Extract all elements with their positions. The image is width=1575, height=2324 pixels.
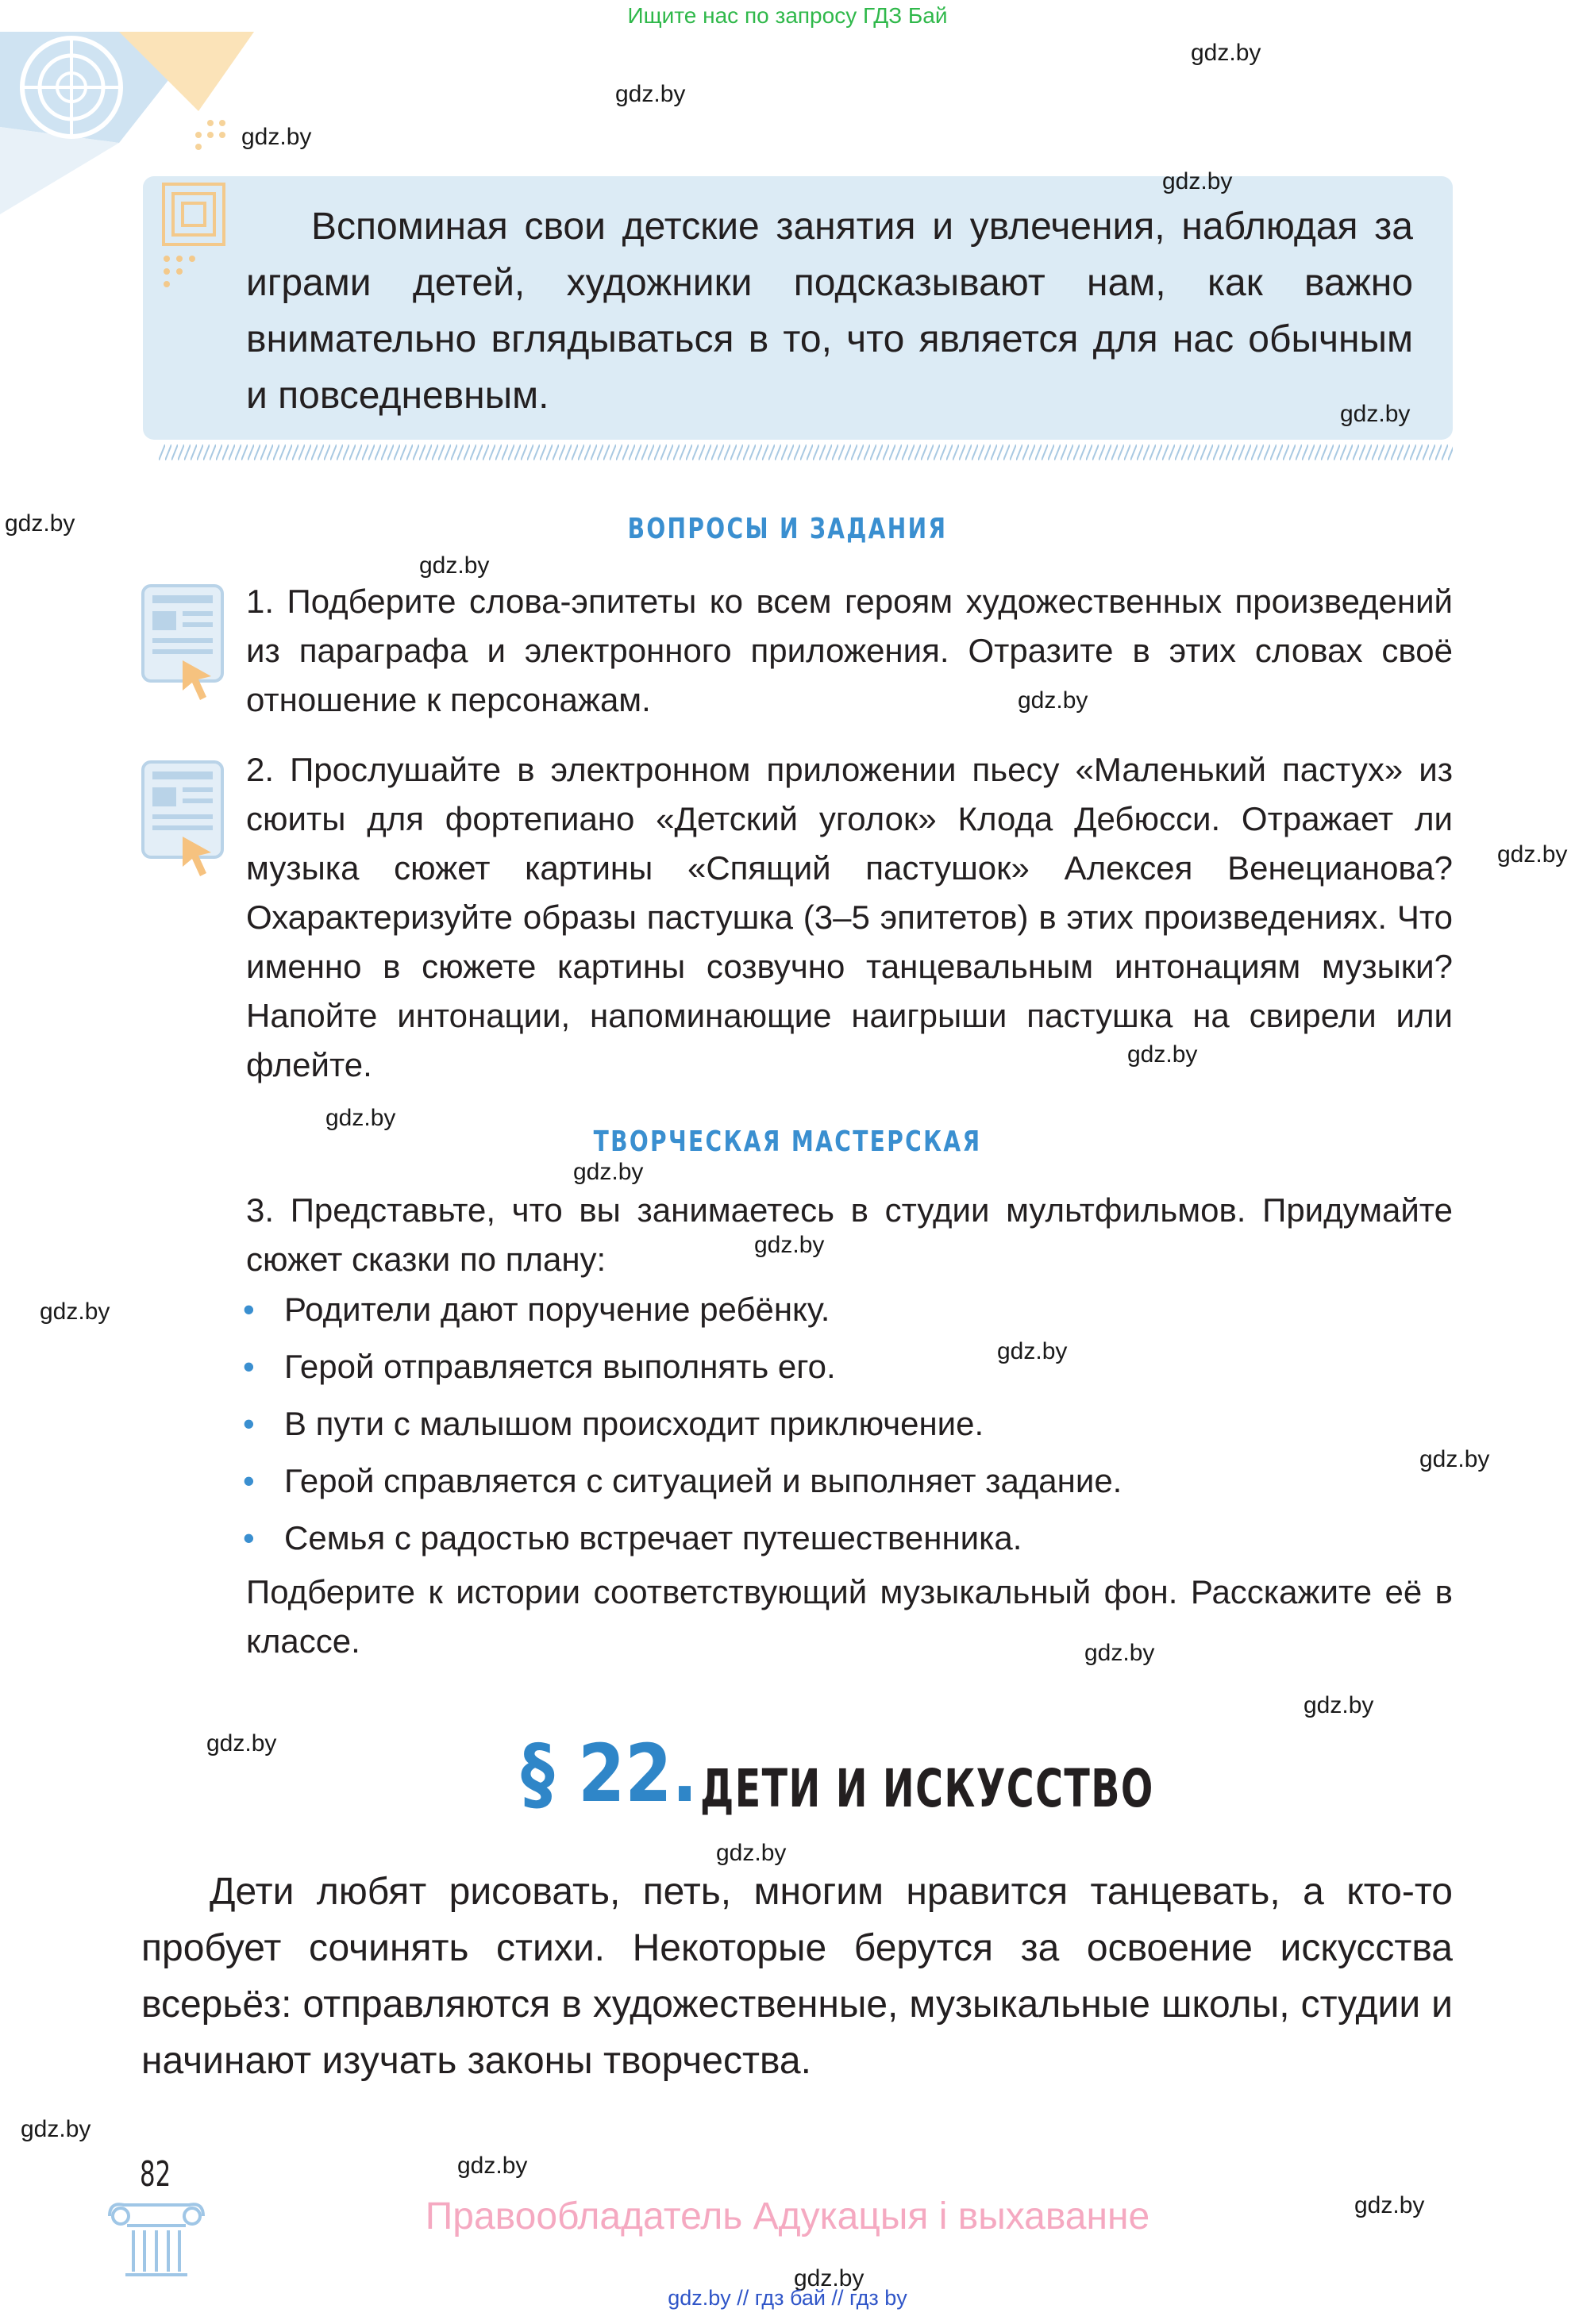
electronic-app-icon xyxy=(140,578,232,713)
task-1: 1. Подберите слова-эпитеты ко всем героям художественных произведений из параграфа и электронного приложения. Отразите в этих словах своё отношение к персонажам. xyxy=(246,583,1453,718)
bullet-icon: • xyxy=(243,1462,255,1499)
spiral-ornament-icon xyxy=(156,179,232,290)
note-text: Вспоминая свои детские занятия и увлечения, наблюдая за играми детей, художники подсказывают нам, как важно внимательно вглядываться в то, что является для нас обычным и повседневным. xyxy=(246,206,1413,417)
watermark: gdz.by xyxy=(997,1338,1068,1364)
questions-heading: ВОПРОСЫ И ЗАДАНИЯ xyxy=(627,513,948,545)
list-item xyxy=(238,1281,1429,1338)
list-item xyxy=(238,1510,1429,1567)
bullet-icon: • xyxy=(243,1291,255,1328)
bullet-icon: • xyxy=(243,1348,255,1385)
watermark: gdz.by xyxy=(21,2116,91,2142)
watermark: gdz.by xyxy=(1419,1446,1490,1472)
watermark: gdz.by xyxy=(754,1232,825,1258)
task-3-intro: 3. Представьте, что вы занимаетесь в студии мультфильмов. Придумайте сюжет сказки по плану: xyxy=(246,1191,1453,1278)
watermark: gdz.by xyxy=(457,2153,528,2179)
task-3-outro: Подберите к истории соответствующий музыкальный фон. Расскажите её в классе. xyxy=(246,1573,1453,1660)
footer-links[interactable]: gdz.by // гдз бай // гдз by xyxy=(668,2286,907,2310)
watermark: gdz.by xyxy=(206,1730,277,1756)
watermark: gdz.by xyxy=(325,1105,396,1131)
watermark: gdz.by xyxy=(1191,40,1261,66)
plan-list xyxy=(238,1281,1429,1567)
watermark: gdz.by xyxy=(1304,1692,1374,1718)
watermark: gdz.by xyxy=(573,1159,644,1185)
watermark: gdz.by xyxy=(1497,841,1568,868)
watermark: gdz.by xyxy=(1340,401,1411,427)
watermark: gdz.by xyxy=(1018,687,1088,714)
task-2: 2. Прослушайте в электронном приложении пьесу «Маленький пастух» из сюиты для фортепиано «Детский уголок» Клода Дебюсси. Отражает ли музыка сюжет картины «Спящий пастушок» Алексея Венецианова? Охарактеризуйте образы пастушка (3–5 эпитетов) в этих произведениях. Что именно в сюжете картины созвучно танцевальным интонациям музыки? Напойте интонации, напоминающие наигрыши пастушка на свирели или флейте. xyxy=(246,751,1453,1083)
electronic-app-icon xyxy=(140,754,232,889)
bullet-icon: • xyxy=(243,1519,255,1556)
note-hatch-divider xyxy=(159,444,1453,460)
watermark: gdz.by xyxy=(241,124,312,150)
page-number: 82 xyxy=(140,2154,171,2195)
list-item-text: В пути с малышом происходит приключение. xyxy=(284,1405,984,1442)
bullet-icon: • xyxy=(243,1405,255,1442)
watermark: gdz.by xyxy=(40,1299,110,1325)
list-item-text: Герой отправляется выполнять его. xyxy=(284,1348,836,1385)
top-banner[interactable]: Ищите нас по запросу ГДЗ Бай xyxy=(627,3,948,28)
watermark: gdz.by xyxy=(419,552,490,579)
list-item-text: Герой справляется с ситуацией и выполняет задание. xyxy=(284,1462,1123,1499)
watermark: gdz.by xyxy=(1162,168,1233,194)
list-item xyxy=(238,1452,1429,1510)
copyright-notice: Правообладатель Адукацыя і выхаванне xyxy=(425,2195,1150,2237)
workshop-heading: ТВОРЧЕСКАЯ МАСТЕРСКАЯ xyxy=(593,1125,982,1158)
paragraph-title: ДЕТИ И ИСКУССТВО xyxy=(700,1758,1154,1819)
list-item-text: Семья с радостью встречает путешественника. xyxy=(284,1519,1022,1556)
watermark: gdz.by xyxy=(1127,1041,1198,1068)
watermark: gdz.by xyxy=(794,2265,865,2291)
list-item-text: Родители дают поручение ребёнку. xyxy=(284,1291,830,1328)
body-paragraph: Дети любят рисовать, петь, многим нравится танцевать, а кто-то пробует сочинять стихи. Некоторые берутся за освоение искусства всерьёз: отправляются в художественные, музыкальные школы, студии и начинают изучать законы творчества. xyxy=(141,1871,1453,2082)
list-item xyxy=(238,1338,1429,1395)
paragraph-number: § 22. xyxy=(521,1727,698,1820)
watermark: gdz.by xyxy=(5,510,75,537)
list-item xyxy=(238,1395,1429,1452)
watermark: gdz.by xyxy=(716,1840,787,1866)
watermark: gdz.by xyxy=(1354,2192,1425,2218)
watermark: gdz.by xyxy=(615,81,686,107)
watermark: gdz.by xyxy=(1084,1640,1155,1666)
